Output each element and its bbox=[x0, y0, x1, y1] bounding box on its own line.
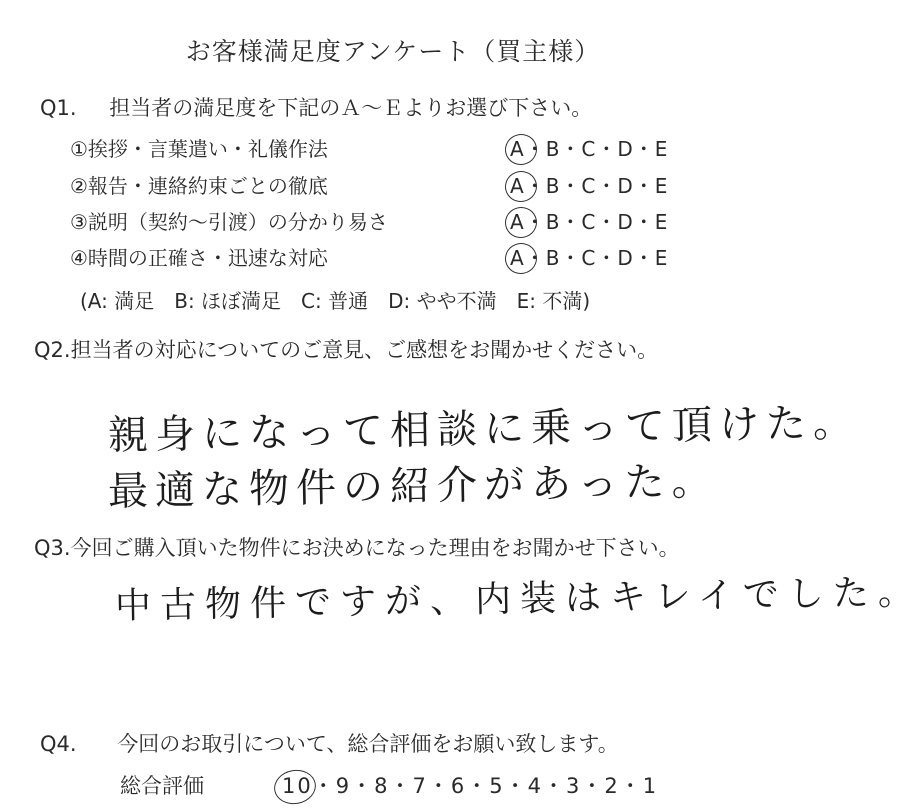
page-title: お客様満足度アンケート（買主様） bbox=[185, 37, 601, 66]
choice-option-d[interactable]: D bbox=[617, 174, 634, 198]
rating-option-7[interactable]: 7 bbox=[412, 774, 428, 798]
rating-option-6[interactable]: 6 bbox=[450, 774, 467, 798]
q1-item-1-choices[interactable] bbox=[510, 133, 668, 162]
choice-separator: ・ bbox=[633, 174, 655, 198]
q1-item-4-choices[interactable] bbox=[510, 242, 668, 271]
rating-separator: ・ bbox=[619, 774, 643, 798]
q4-text: 今回のお取引について、総合評価をお願い致します。 bbox=[117, 732, 619, 756]
choice-separator: ・ bbox=[596, 174, 618, 198]
rating-separator: ・ bbox=[351, 774, 375, 798]
choice-separator: ・ bbox=[560, 246, 582, 270]
rating-label: 総合評価 bbox=[120, 774, 204, 798]
q2-question: Q2.担当者の対応についてのご意見、ご感想をお聞かせください。 bbox=[34, 338, 659, 362]
choice-separator: ・ bbox=[596, 137, 618, 161]
q1-question bbox=[40, 92, 592, 122]
rating-separator: ・ bbox=[466, 774, 490, 798]
rating-option-1[interactable]: 1 bbox=[642, 774, 659, 798]
q1-text: 担当者の満足度を下記のＡ～Ｅよりお選び下さい。 bbox=[109, 96, 593, 120]
choice-separator: ・ bbox=[524, 210, 546, 234]
choice-option-c[interactable]: C bbox=[581, 246, 597, 270]
q1-legend: (A: 満足 B: ほぼ満足 C: 普通 D: やや不満 E: 不満) bbox=[80, 289, 591, 313]
choice-option-c[interactable]: C bbox=[581, 210, 597, 234]
q4-question bbox=[40, 728, 619, 758]
rating-option-10[interactable]: 10 bbox=[282, 774, 313, 798]
choice-option-d[interactable]: D bbox=[617, 210, 634, 234]
q3-question: Q3.今回ご購入頂いた物件にお決めになった理由をお聞かせ下さい。 bbox=[34, 536, 680, 560]
rating-option-8[interactable]: 8 bbox=[374, 774, 390, 798]
q1-label: Q1. bbox=[40, 96, 77, 120]
q1-item-1-label: ①挨拶・言葉遣い・礼儀作法 bbox=[70, 137, 328, 161]
rating-separator: ・ bbox=[312, 774, 336, 798]
choice-separator: ・ bbox=[633, 246, 655, 270]
choice-separator: ・ bbox=[633, 210, 655, 234]
rating-option-4[interactable]: 4 bbox=[527, 774, 543, 798]
choice-separator: ・ bbox=[596, 210, 618, 234]
rating-option-2[interactable]: 2 bbox=[604, 774, 620, 798]
choice-option-a[interactable]: A bbox=[510, 246, 525, 270]
q1-item-2-choices[interactable] bbox=[510, 170, 668, 199]
choice-option-e[interactable]: E bbox=[654, 174, 669, 198]
choice-separator: ・ bbox=[560, 137, 582, 161]
q3-answer: 中古物件ですが、内装はキレイでした。 bbox=[114, 571, 923, 627]
choice-option-d[interactable]: D bbox=[617, 137, 634, 161]
choice-option-b[interactable]: B bbox=[545, 210, 561, 234]
overall-rating-options[interactable] bbox=[282, 770, 658, 800]
q2-answer-line-2: 最適な物件の紹介があった。 bbox=[107, 458, 719, 515]
choice-separator: ・ bbox=[560, 174, 582, 198]
q1-item-2-label: ②報告・連絡約束ごとの徹底 bbox=[70, 174, 328, 198]
choice-separator: ・ bbox=[524, 137, 546, 161]
choice-option-b[interactable]: B bbox=[545, 137, 561, 161]
rating-separator: ・ bbox=[581, 774, 605, 798]
rating-option-5[interactable]: 5 bbox=[489, 774, 505, 798]
choice-option-a[interactable]: A bbox=[510, 137, 525, 161]
choice-option-d[interactable]: D bbox=[617, 246, 634, 270]
q2-answer-line-1: 親身になって相談に乗って頂けた。 bbox=[107, 399, 861, 459]
rating-separator: ・ bbox=[389, 774, 413, 798]
rating-separator: ・ bbox=[542, 774, 566, 798]
choice-separator: ・ bbox=[633, 137, 655, 161]
choice-separator: ・ bbox=[596, 246, 618, 270]
q1-item-4-label: ④時間の正確さ・迅速な対応 bbox=[70, 246, 328, 270]
rating-separator: ・ bbox=[427, 774, 451, 798]
q1-item-3-choices[interactable] bbox=[510, 206, 668, 235]
choice-separator: ・ bbox=[560, 210, 582, 234]
choice-option-e[interactable]: E bbox=[654, 137, 669, 161]
choice-option-b[interactable]: B bbox=[545, 174, 561, 198]
choice-option-e[interactable]: E bbox=[654, 246, 669, 270]
choice-option-a[interactable]: A bbox=[510, 210, 525, 234]
q4-label: Q4. bbox=[40, 732, 77, 756]
choice-option-e[interactable]: E bbox=[654, 210, 669, 234]
choice-separator: ・ bbox=[524, 246, 546, 270]
choice-option-c[interactable]: C bbox=[581, 174, 597, 198]
choice-option-a[interactable]: A bbox=[510, 174, 525, 198]
rating-option-3[interactable]: 3 bbox=[565, 774, 582, 798]
choice-separator: ・ bbox=[524, 174, 546, 198]
choice-option-b[interactable]: B bbox=[545, 246, 561, 270]
q1-item-3-label: ③説明（契約～引渡）の分かり易さ bbox=[70, 210, 388, 234]
choice-option-c[interactable]: C bbox=[581, 137, 597, 161]
rating-option-9[interactable]: 9 bbox=[335, 774, 352, 798]
rating-separator: ・ bbox=[504, 774, 528, 798]
